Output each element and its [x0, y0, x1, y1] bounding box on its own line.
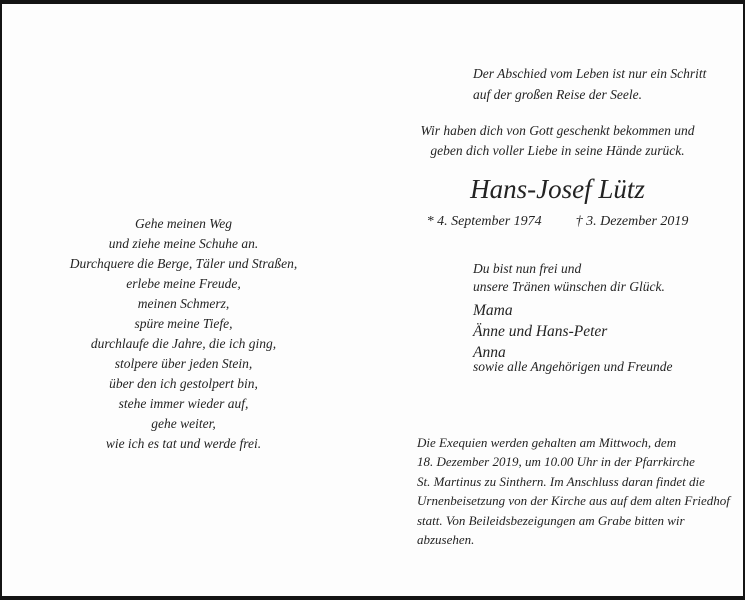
mourner-name: Anna: [473, 343, 506, 361]
poem-line: durchlaufe die Jahre, die ich ging,: [90, 336, 277, 351]
opening-quote-line: auf der großen Reise der Seele.: [473, 87, 642, 102]
poem-line: stehe immer wieder auf,: [118, 396, 249, 411]
mourners-suffix: sowie alle Angehörigen und Freunde: [473, 359, 673, 374]
life-dates: [410, 214, 705, 230]
death-date: † 3. Dezember 2019: [575, 214, 689, 229]
poem-line: meinen Schmerz,: [137, 296, 230, 311]
poem-line: erlebe meine Freude,: [126, 276, 241, 291]
poem-line: wie ich es tat und werde frei.: [105, 436, 262, 451]
dedication-quote: [410, 121, 705, 161]
mourners-list: [473, 301, 607, 363]
farewell-line: Du bist nun frei und: [473, 261, 582, 276]
mourner-name: Mama: [473, 302, 513, 319]
opening-quote-line: Der Abschied vom Leben ist nur ein Schritt: [473, 66, 707, 81]
poem-line: und ziehe meine Schuhe an.: [108, 236, 259, 251]
funeral-details-line: Urnenbeisetzung von der Kirche aus auf dem alten Friedhof: [417, 493, 730, 509]
opening-quote: [473, 63, 706, 105]
poem-line: gehe weiter,: [151, 416, 216, 431]
farewell-line: unsere Tränen wünschen dir Glück.: [473, 279, 665, 294]
poem-line: stolpere über jeden Stein,: [114, 356, 253, 371]
birth-date: * 4. September 1974: [426, 214, 542, 229]
deceased-name: Hans-Josef Lütz: [470, 174, 645, 204]
funeral-details-line: St. Martinus zu Sinthern. Im Anschluss daran findet die: [417, 473, 705, 489]
funeral-details-line: statt. Von Beileidsbezeigungen am Grabe bitten wir: [417, 512, 685, 528]
farewell-text: [473, 260, 665, 296]
dedication-quote-line: geben dich voller Liebe in seine Hände zurück.: [430, 143, 685, 158]
dedication-quote-line: Wir haben dich von Gott geschenkt bekommen und: [420, 123, 695, 138]
funeral-details-line: abzusehen.: [417, 532, 475, 548]
poem-line: spüre meine Tiefe,: [134, 316, 233, 331]
funeral-details-line: Die Exequien werden gehalten am Mittwoch, dem: [417, 435, 677, 450]
poem-line: Gehe meinen Weg: [135, 216, 232, 231]
funeral-details: [417, 433, 730, 549]
poem-line: über den ich gestolpert bin,: [109, 376, 258, 391]
mourner-name: Änne und Hans-Peter: [473, 322, 608, 340]
funeral-details-line: 18. Dezember 2019, um 10.00 Uhr in der Pfarrkirche: [417, 454, 695, 470]
poem-line: Durchquere die Berge, Täler und Straßen,: [69, 256, 298, 271]
poem: [30, 214, 337, 454]
